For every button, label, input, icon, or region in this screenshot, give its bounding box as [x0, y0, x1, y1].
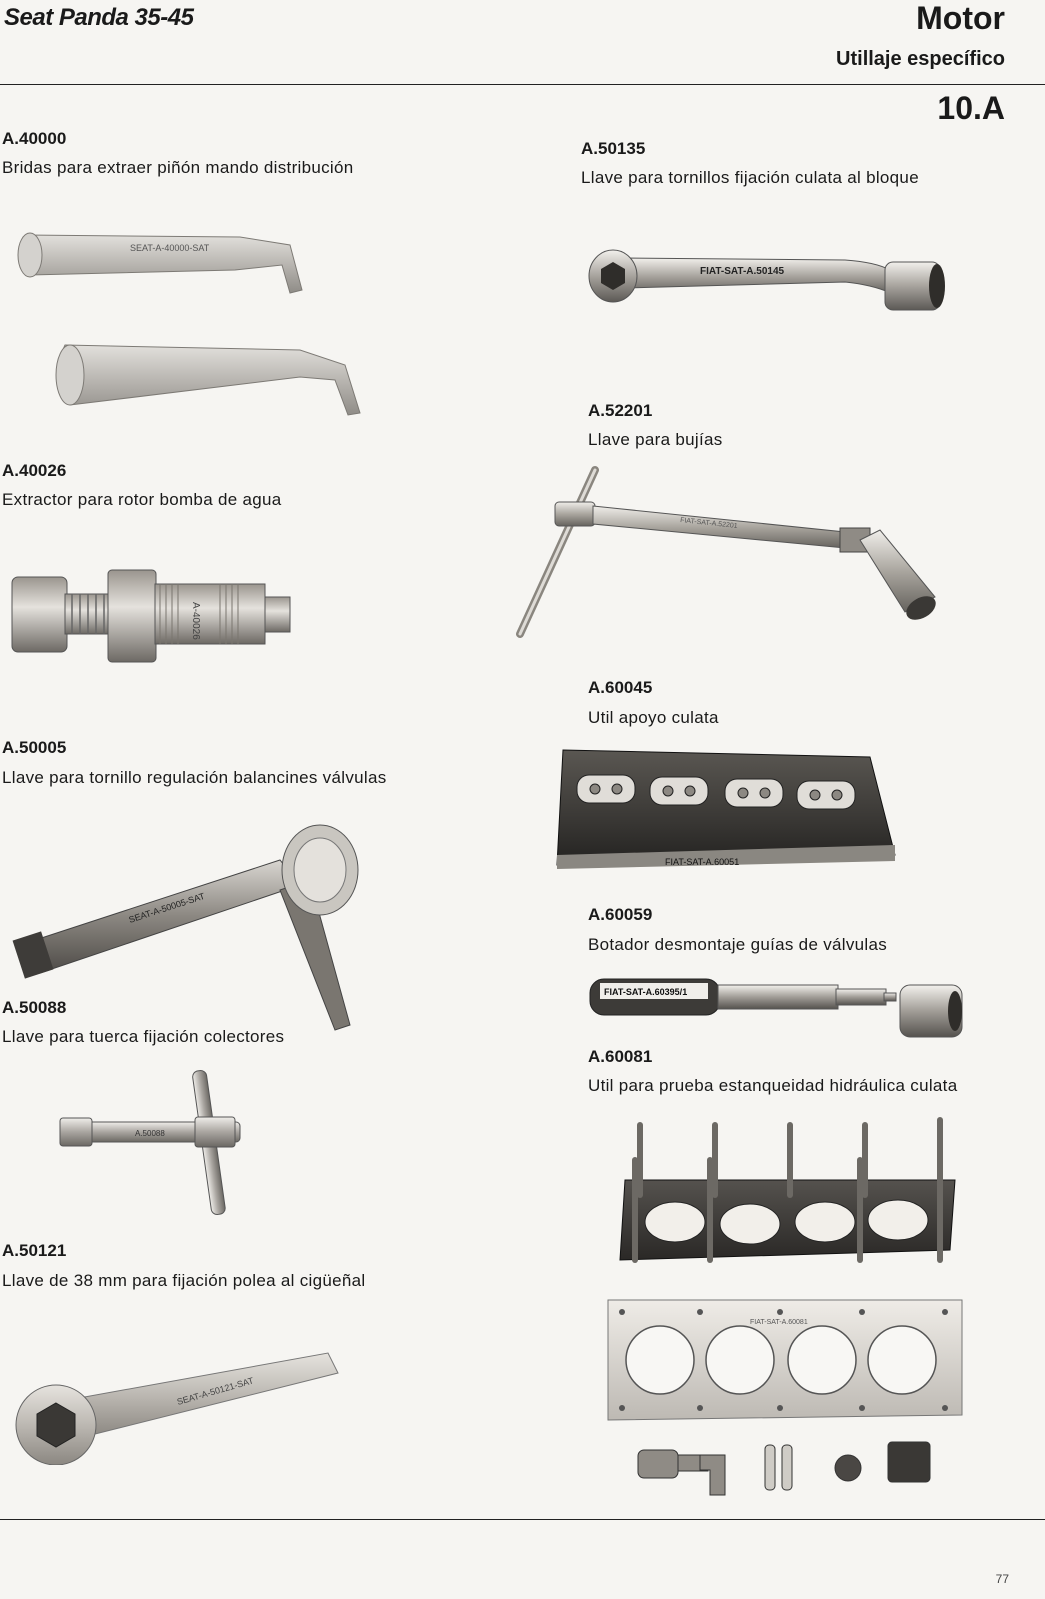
document-title: Seat Panda 35-45 [4, 4, 194, 31]
tool-code: A.50121 [2, 1241, 67, 1260]
stamp-text: A-40026 [190, 602, 201, 640]
tool-description: Llave para tornillos fijación culata al bloque [581, 168, 919, 187]
cylinder-head-support-image [555, 745, 900, 870]
footer-rule [0, 1519, 1045, 1520]
tool-description: Llave para bujías [588, 430, 723, 449]
section-number: 10.A [937, 90, 1005, 126]
stamp-text: SEAT-A-50005-SAT [127, 890, 206, 925]
tool-description: Util para prueba estanqueidad hidráulica culata [588, 1076, 958, 1095]
stamp-text: FIAT-SAT-A.50145 [700, 266, 785, 277]
tool-code: A.40000 [2, 129, 67, 148]
stamp-text: A.50088 [135, 1129, 165, 1138]
hydraulic-test-kit-image [600, 1110, 980, 1505]
water-pump-extractor-image [10, 562, 295, 672]
tool-code: A.50005 [2, 738, 67, 757]
spark-plug-wrench-image [515, 462, 940, 647]
tool-description: Llave de 38 mm para fijación polea al cigüeñal [2, 1271, 366, 1290]
cylinder-head-bolt-wrench-image [585, 240, 950, 320]
tool-code: A.40026 [2, 461, 67, 480]
page-number: 77 [995, 1572, 1009, 1586]
tool-description: Botador desmontaje guías de válvulas [588, 935, 888, 954]
subsection-title: Utillaje específico [836, 48, 1005, 70]
tool-code: A.60045 [588, 678, 653, 697]
header-rule [0, 84, 1045, 85]
tool-description: Llave para tuerca fijación colectores [2, 1027, 285, 1046]
manifold-nut-wrench-image [55, 1065, 265, 1220]
tool-code: A.50135 [581, 139, 646, 158]
stamp-text: FIAT-SAT-A.52201 [679, 517, 738, 531]
valve-guide-punch-image [588, 975, 983, 1045]
tool-description: Extractor para rotor bomba de agua [2, 490, 282, 509]
tool-code: A.52201 [588, 401, 653, 420]
tool-description: Llave para tornillo regulación balancines válvulas [2, 768, 387, 787]
tool-code: A.50088 [2, 998, 67, 1017]
stamp-text: SEAT-A-40000-SAT [130, 243, 210, 253]
section-title: Motor [916, 0, 1005, 36]
stamp-text: FIAT-SAT-A.60395/1 [604, 987, 688, 997]
stamp-text: SEAT-A-50121-SAT [175, 1375, 255, 1407]
tool-code: A.60059 [588, 905, 653, 924]
pulley-wrench-38mm-image [8, 1345, 343, 1465]
flange-tools-image [10, 215, 370, 425]
stamp-text: FIAT-SAT-A.60081 [750, 1319, 808, 1326]
stamp-text: FIAT-SAT-A.60051 [665, 857, 740, 867]
tool-code: A.60081 [588, 1047, 653, 1066]
tool-description: Bridas para extraer piñón mando distribución [2, 158, 354, 177]
tool-description: Util apoyo culata [588, 708, 719, 727]
